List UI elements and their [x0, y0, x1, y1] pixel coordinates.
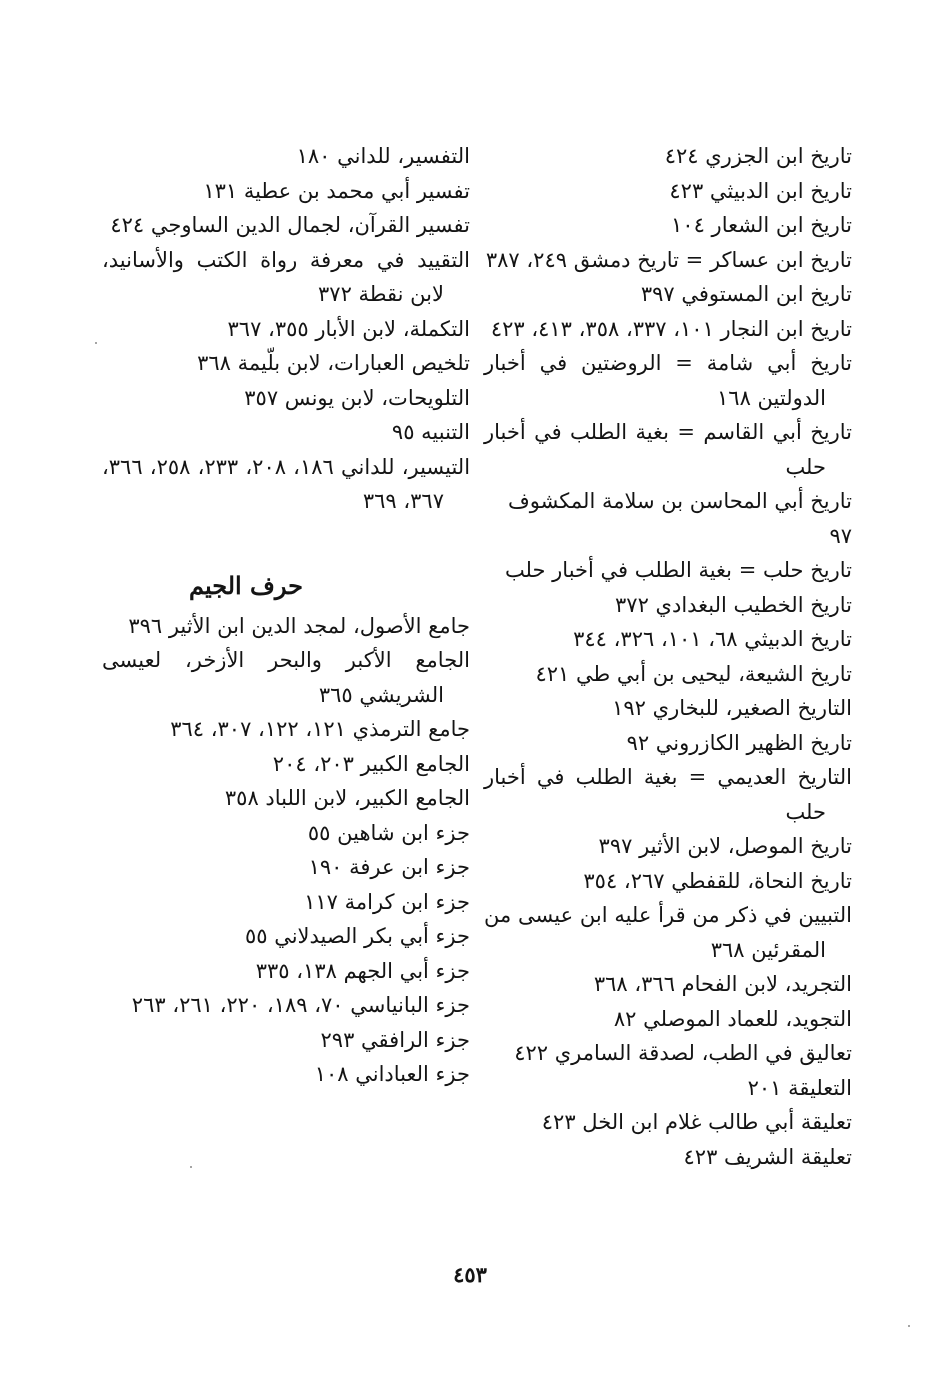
index-entry: تعليقة الشريف ٤٢٣ [683, 1144, 852, 1169]
index-entry: تعاليق في الطب، لصدقة السامري ٤٢٢ [514, 1041, 852, 1065]
index-entry: جامع الترمذي ١٢١، ١٢٢، ٣٠٧، ٣٦٤ [170, 717, 470, 741]
index-entry: تلخيص العبارات، لابن بلّيمة ٣٦٨ [197, 351, 470, 375]
page-number: ٤٥٣ [453, 1262, 487, 1287]
index-entry: التقييد في معرفة رواة الكتب والأسانيد، لابن نقطة ٣٧٢ [102, 247, 470, 306]
index-entry: جامع الأصول، لمجد الدين ابن الأثير ٣٩٦ [128, 613, 470, 638]
index-entry: تاريخ ابن الدبيثي ٤٢٣ [669, 178, 852, 203]
index-entry: التجريد، لابن الفحام ٣٦٦، ٣٦٨ [593, 972, 852, 996]
index-entry: التلويحات، لابن يونس ٣٥٧ [244, 385, 470, 410]
index-entry: تاريخ ابن المستوفي ٣٩٧ [640, 282, 852, 306]
index-entry: جزء أبي الجهم ١٣٨، ٣٣٥ [255, 958, 470, 983]
index-entry: تاريخ أبي شامة = الروضتين في أخبار الدولتين ١٦٨ [484, 351, 852, 410]
index-entry: تاريخ ابن النجار ١٠١، ٣٣٧، ٣٥٨، ٤١٣، ٤٢٣ [490, 316, 852, 341]
index-entry: تاريخ ابن عساكر = تاريخ دمشق ٢٤٩، ٣٨٧ [485, 247, 852, 272]
index-entry: تاريخ الخطيب البغدادي ٣٧٢ [615, 592, 852, 617]
index-list-ta [102, 139, 470, 519]
index-entry: تفسير أبي محمد بن عطية ١٣١ [203, 178, 470, 203]
index-list-jim [102, 609, 470, 1092]
index-entry: جزء ابن عرفة ١٩٠ [308, 855, 470, 879]
index-entry: الجامع الأكبر والبحر الأزخر، لعيسى الشريشي ٣٦٥ [102, 648, 470, 707]
index-entry: تفسير القرآن، لجمال الدين الساوجي ٤٢٤ [110, 213, 470, 237]
index-entry: التيسير، للداني ١٨٦، ٢٠٨، ٢٣٣، ٢٥٨، ٣٦٦، ٣٦٧، ٣٦٩ [102, 454, 471, 513]
index-entry: تاريخ ابن الجزري ٤٢٤ [664, 144, 852, 168]
index-entry: تاريخ الشيعة، ليحيى بن أبي طي ٤٢١ [535, 661, 852, 686]
index-entry: التفسير، للداني ١٨٠ [296, 144, 470, 168]
index-entry: تاريخ أبي المحاسن بن سلامة المكشوف ٩٧ [507, 489, 852, 548]
index-entry: تاريخ ابن الشعار ١٠٤ [671, 213, 852, 237]
index-entry: التنبيه ٩٥ [391, 420, 470, 444]
index-entry: تاريخ الموصل، لابن الأثير ٣٩٧ [598, 834, 852, 858]
index-entry: التجويد، للعماد الموصلي ٨٢ [613, 1006, 852, 1031]
scan-speck [95, 342, 97, 344]
index-entry: جزء ابن كرامة ١١٧ [304, 889, 470, 914]
scan-speck [190, 1166, 192, 1168]
index-entry: جزء العباداني ١٠٨ [314, 1062, 470, 1086]
index-entry: تاريخ حلب = بغية الطلب في أخبار حلب [504, 558, 852, 582]
section-heading: حرف الجيم [189, 570, 303, 600]
index-entry: التعليقة ٢٠١ [747, 1075, 852, 1100]
index-entry: جزء البانياسي ٧٠، ١٨٩، ٢٢٠، ٢٦١، ٢٦٣ [131, 993, 470, 1017]
index-entry: تاريخ الظهير الكازروني ٩٢ [626, 730, 852, 755]
index-entry: التكملة، لابن الأبار ٣٥٥، ٣٦٧ [227, 316, 470, 341]
index-entry: جزء ابن شاهين ٥٥ [307, 820, 470, 845]
index-entry: الجامع الكبير، لابن اللباد ٣٥٨ [224, 786, 470, 810]
index-entry: التبيين في ذكر من قرأ عليه ابن عيسى من المقرئين ٣٦٨ [484, 903, 852, 962]
index-entry: جزء الرافقي ٢٩٣ [320, 1027, 470, 1052]
index-entry: جزء أبي بكر الصيدلاني ٥٥ [244, 924, 470, 948]
index-entry: الجامع الكبير ٢٠٣، ٢٠٤ [272, 751, 470, 776]
index-column-right [484, 139, 852, 1174]
index-entry: تاريخ النحاة، للقفطي ٢٦٧، ٣٥٤ [583, 868, 852, 893]
index-entry: تعليقة أبي طالب غلام ابن الخل ٤٢٣ [541, 1110, 852, 1134]
index-entry: تاريخ الدبيثي ٦٨، ١٠١، ٣٢٦، ٣٤٤ [573, 627, 852, 651]
index-entry: التاريخ الصغير، للبخاري ١٩٢ [612, 696, 852, 720]
scan-speck [908, 1325, 910, 1327]
index-entry: تاريخ أبي القاسم = بغية الطلب في أخبار حلب [484, 420, 852, 479]
index-column-left [102, 139, 470, 1092]
index-entry: التاريخ العديمي = بغية الطلب في أخبار حلب [484, 765, 852, 824]
